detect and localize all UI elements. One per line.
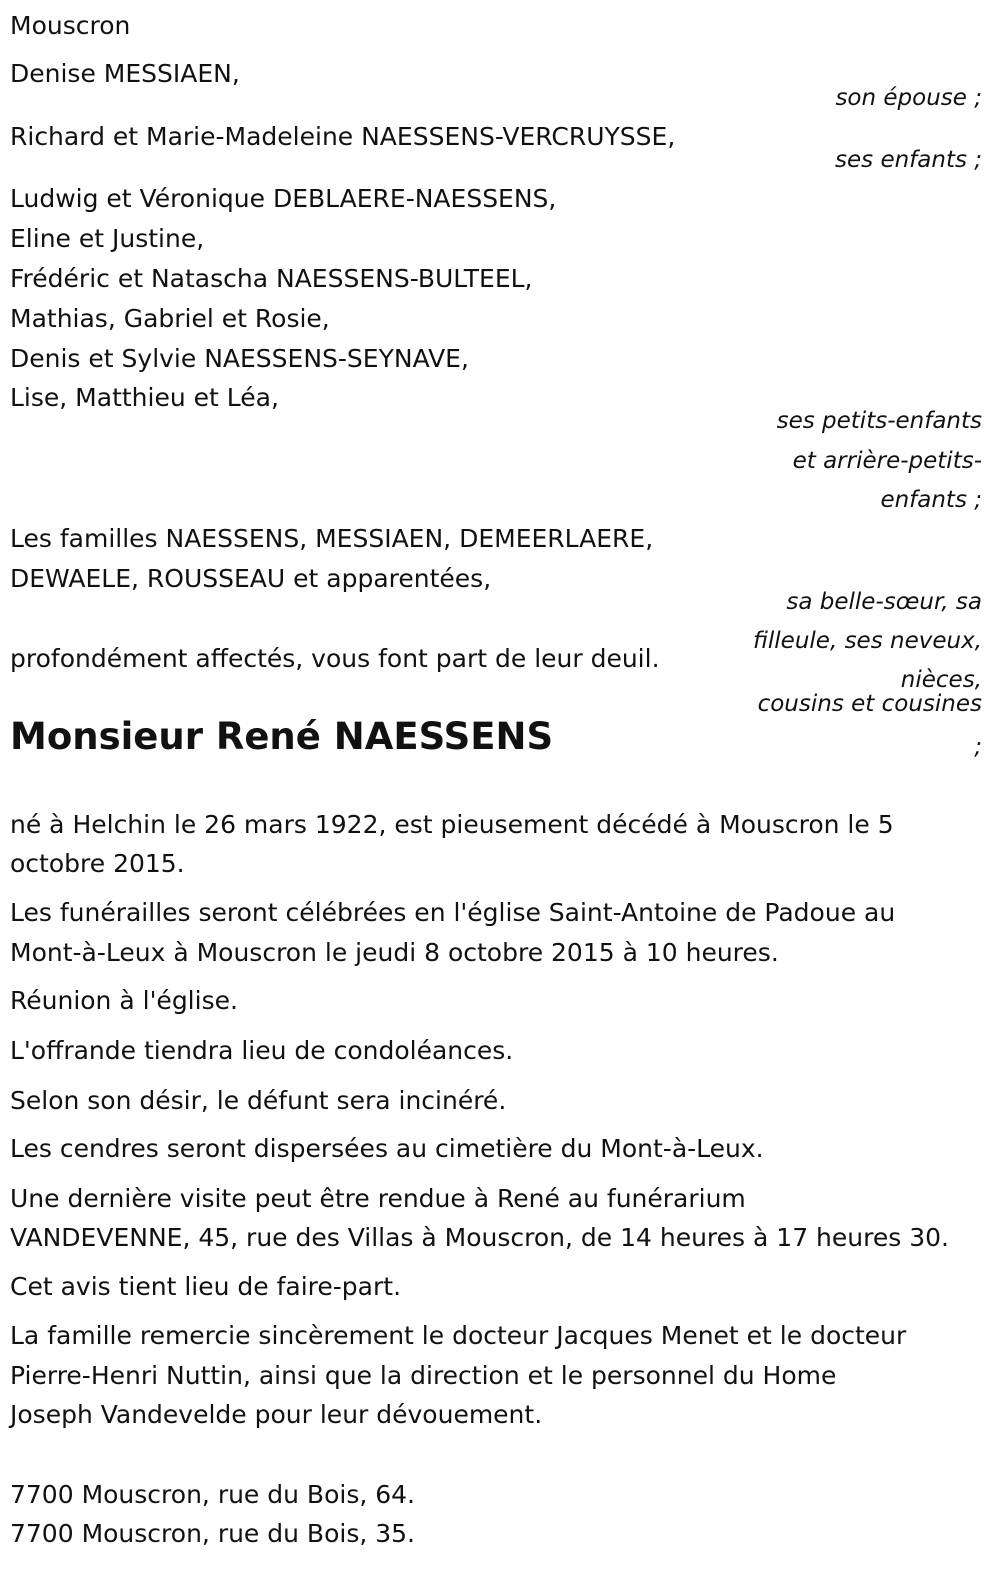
paragraph-line: Joseph Vandevelde pour leur dévouement. [10, 1400, 543, 1429]
grandchildren-relation: et arrière-petits- [792, 448, 982, 474]
location-header: Mouscron [10, 11, 131, 40]
paragraph-line: Selon son désir, le défunt sera incinéré. [10, 1086, 507, 1115]
spouse-relation: son épouse ; [835, 85, 982, 111]
extended-relation: sa belle-sœur, sa [786, 589, 982, 615]
paragraph-line: Les cendres seront dispersées au cimetière du Mont-à-Leux. [10, 1134, 764, 1163]
grandchildren-line: Eline et Justine, [10, 224, 205, 253]
cousins-relation-end: ; [974, 734, 982, 760]
paragraph-line: Une dernière visite peut être rendue à René au funérarium [10, 1184, 746, 1213]
paragraph-line: né à Helchin le 26 mars 1922, est pieusement décédé à Mouscron le 5 [10, 810, 894, 839]
children-relation: ses enfants ; [835, 147, 982, 173]
paragraph-line: octobre 2015. [10, 849, 185, 878]
grandchildren-line: Mathias, Gabriel et Rosie, [10, 304, 330, 333]
extended-relation: nièces, [900, 667, 982, 693]
paragraph-line: Pierre-Henri Nuttin, ainsi que la direction et le personnel du Home [10, 1361, 837, 1390]
spouse-name: Denise MESSIAEN, [10, 59, 240, 88]
paragraph-line: La famille remercie sincèrement le docteur Jacques Menet et le docteur [10, 1321, 907, 1350]
paragraph-line: Réunion à l'église. [10, 986, 238, 1015]
deceased-name: Monsieur René NAESSENS [10, 715, 554, 758]
grandchildren-relation: enfants ; [880, 487, 982, 513]
paragraph-line: L'offrande tiendra lieu de condoléances. [10, 1036, 514, 1065]
address-line: 7700 Mouscron, rue du Bois, 35. [10, 1519, 415, 1548]
paragraph-line: Mont-à-Leux à Mouscron le jeudi 8 octobre 2015 à 10 heures. [10, 938, 779, 967]
grandchildren-line: Denis et Sylvie NAESSENS-SEYNAVE, [10, 344, 469, 373]
grandchildren-relation: ses petits-enfants [776, 408, 982, 434]
announcement: profondément affectés, vous font part de leur deuil. [10, 644, 660, 673]
extended-family-line: Les familles NAESSENS, MESSIAEN, DEMEERLAERE, [10, 524, 654, 553]
paragraph-line: VANDEVENNE, 45, rue des Villas à Mouscron, de 14 heures à 17 heures 30. [10, 1223, 949, 1252]
grandchildren-line: Ludwig et Véronique DEBLAERE-NAESSENS, [10, 184, 557, 213]
extended-family-line: DEWAELE, ROUSSEAU et apparentées, [10, 564, 492, 593]
address-line: 7700 Mouscron, rue du Bois, 64. [10, 1480, 415, 1509]
grandchildren-line: Frédéric et Natascha NAESSENS-BULTEEL, [10, 264, 533, 293]
paragraph-line: Les funérailles seront célébrées en l'église Saint-Antoine de Padoue au [10, 898, 896, 927]
children-names: Richard et Marie-Madeleine NAESSENS-VERCRUYSSE, [10, 122, 676, 151]
cousins-relation: cousins et cousines [757, 691, 982, 717]
paragraph-line: Cet avis tient lieu de faire-part. [10, 1272, 402, 1301]
grandchildren-line: Lise, Matthieu et Léa, [10, 383, 279, 412]
extended-relation: filleule, ses neveux, [753, 628, 982, 654]
